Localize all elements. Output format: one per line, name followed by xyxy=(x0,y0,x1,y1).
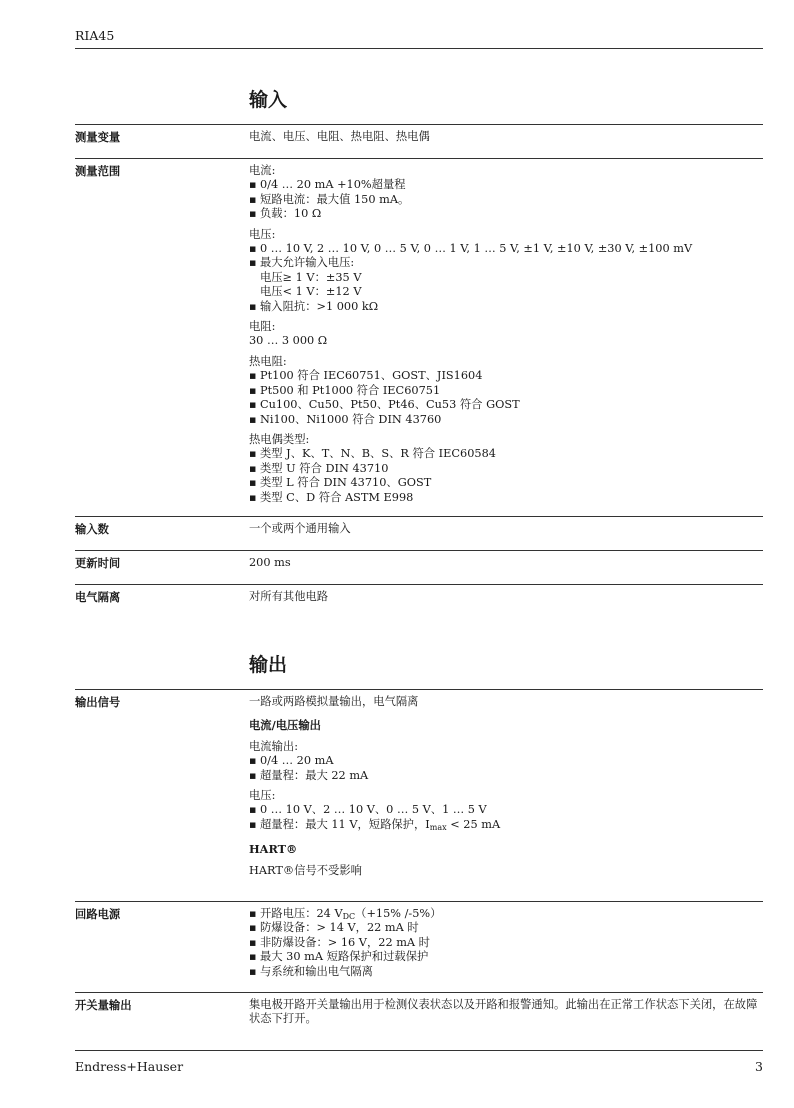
row-update-time xyxy=(75,550,763,584)
page-header xyxy=(75,28,763,49)
group-output-current xyxy=(249,740,763,783)
section-title-input: 输入 xyxy=(249,89,288,111)
list-item xyxy=(249,907,763,921)
group-resistance xyxy=(249,320,763,349)
thermocouple-title: 热电偶类型: xyxy=(249,432,310,446)
label-update-time: 更新时间 xyxy=(75,556,121,570)
list-item: ▪ 类型 J、K、T、N、B、S、R 符合 IEC60584 xyxy=(249,447,763,461)
list-item: ▪ 0 … 10 V、2 … 10 V、0 … 5 V、1 … 5 V xyxy=(249,803,763,817)
subscript-dc: DC xyxy=(342,912,356,921)
section-title-output: 输出 xyxy=(249,654,288,676)
voltage-list xyxy=(249,242,763,314)
value-galvanic-isolation: 对所有其他电路 xyxy=(249,590,329,603)
voltage-title: 电压: xyxy=(249,227,276,241)
list-item: ▪ Pt500 和 Pt1000 符合 IEC60751 xyxy=(249,384,763,398)
row-loop-power xyxy=(75,901,763,992)
group-current xyxy=(249,164,763,222)
loop-power-list xyxy=(249,907,763,979)
resistance-value: 30 … 3 000 Ω xyxy=(249,334,328,348)
output-current-title: 电流输出: xyxy=(249,739,298,753)
row-galvanic-isolation xyxy=(75,584,763,625)
value-measured-variable: 电流、电压、电阻、热电阻、热电偶 xyxy=(249,130,430,143)
content-measuring-range xyxy=(249,159,763,516)
list-item: ▪ 短路电流：最大值 150 mA。 xyxy=(249,193,763,207)
rtd-list xyxy=(249,369,763,427)
value-update-time: 200 ms xyxy=(249,556,291,569)
list-item-continuation: 电压≥ 1 V：±35 V xyxy=(260,270,362,284)
document-id: RIA45 xyxy=(75,28,115,43)
list-item-continuation: 电压< 1 V：±12 V xyxy=(260,285,362,299)
voltage-tolerance: （+15% /-5%） xyxy=(355,907,442,920)
row-measured-variable xyxy=(75,124,763,158)
list-item: ▪ 负载：10 Ω xyxy=(249,207,763,221)
value-number-of-inputs: 一个或两个通用输入 xyxy=(249,522,351,535)
hart-subhead: HART® xyxy=(249,842,298,857)
label-loop-power: 回路电源 xyxy=(75,907,121,921)
list-item: ▪ 类型 C、D 符合 ASTM E998 xyxy=(249,491,763,505)
thermocouple-list xyxy=(249,447,763,505)
group-thermocouple xyxy=(249,433,763,505)
content-loop-power xyxy=(249,902,763,992)
open-circuit-voltage: 开路电压：24 V xyxy=(260,907,343,920)
output-signal-value: 一路或两路模拟量输出，电气隔离 xyxy=(249,695,419,708)
output-voltage-list xyxy=(249,803,763,832)
list-item: ▪ 最大允许输入电压: xyxy=(249,256,763,270)
label-measured-variable: 测量变量 xyxy=(75,130,121,144)
content-output-signal xyxy=(249,690,763,901)
list-item: ▪ 输入阻抗：>1 000 kΩ xyxy=(249,300,763,314)
list-item: ▪ Ni100、Ni1000 符合 DIN 43760 xyxy=(249,413,763,427)
brand-name: Endress+Hauser xyxy=(75,1059,184,1074)
group-output-voltage xyxy=(249,789,763,832)
label-number-of-inputs: 输入数 xyxy=(75,522,109,536)
row-measuring-range xyxy=(75,158,763,516)
output-current-list xyxy=(249,754,763,783)
group-voltage xyxy=(249,228,763,314)
list-item: ▪ 与系统和输出电气隔离 xyxy=(249,965,763,979)
current-title: 电流: xyxy=(249,164,276,177)
list-item: ▪ 防爆设备：> 14 V，22 mA 时 xyxy=(249,921,763,935)
hart-text: HART®信号不受影响 xyxy=(249,863,362,877)
label-measuring-range: 测量范围 xyxy=(75,164,121,178)
list-item: ▪ 最大 30 mA 短路保护和过载保护 xyxy=(249,950,763,964)
list-item: ▪ 0/4 … 20 mA xyxy=(249,754,763,768)
list-item: ▪ 非防爆设备：> 16 V，22 mA 时 xyxy=(249,936,763,950)
page-number: 3 xyxy=(755,1059,763,1074)
list-item: ▪ 超量程：最大 22 mA xyxy=(249,769,763,783)
label-switch-output: 开关量输出 xyxy=(75,998,132,1012)
list-item: ▪ Pt100 符合 IEC60751、GOST、JIS1604 xyxy=(249,369,763,383)
rtd-title: 热电阻: xyxy=(249,354,287,368)
list-item: ▪ 类型 U 符合 DIN 43710 xyxy=(249,462,763,476)
list-item: ▪ Cu100、Cu50、Pt50、Pt46、Cu53 符合 GOST xyxy=(249,398,763,412)
value-switch-output: 集电极开路开关量输出用于检测仪表状态以及开路和报警通知。此输出在正常工作状态下关闭，在故障状态下打开。 xyxy=(249,998,758,1026)
row-output-signal xyxy=(75,689,763,901)
output-subhead-current-voltage: 电流/电压输出 xyxy=(249,718,321,733)
page-footer xyxy=(75,1050,763,1074)
overrange-text: 超量程：最大 11 V，短路保护，I xyxy=(260,817,430,831)
overrange-limit: < 25 mA xyxy=(446,817,501,831)
list-item xyxy=(249,818,763,832)
list-item: ▪ 类型 L 符合 DIN 43710、GOST xyxy=(249,476,763,490)
label-output-signal: 输出信号 xyxy=(75,695,121,709)
list-item: ▪ 0 … 10 V, 2 … 10 V, 0 … 5 V, 0 … 1 V, 1 … 5 V, ±1 V, ±10 V, ±30 V, ±100 mV xyxy=(249,242,763,256)
current-list xyxy=(249,178,763,221)
row-number-of-inputs xyxy=(75,516,763,550)
group-rtd xyxy=(249,355,763,427)
resistance-title: 电阻: xyxy=(249,320,276,334)
label-galvanic-isolation: 电气隔离 xyxy=(75,590,121,604)
subscript-max: max xyxy=(429,822,447,832)
row-switch-output xyxy=(75,992,763,1043)
output-voltage-title: 电压: xyxy=(249,789,276,803)
list-item: ▪ 0/4 … 20 mA +10%超量程 xyxy=(249,178,763,192)
